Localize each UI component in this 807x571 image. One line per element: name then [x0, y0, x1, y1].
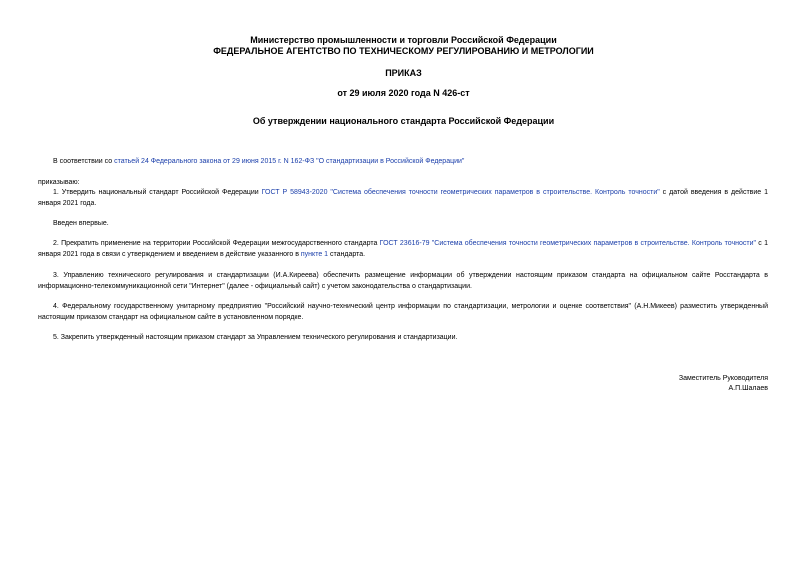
- ministry-title: Министерство промышленности и торговли Российской Федерации: [250, 35, 557, 45]
- doc-type: ПРИКАЗ: [385, 68, 422, 78]
- law-link[interactable]: статьей 24 Федерального закона от 29 июня 2015 г. N 162-ФЗ "О стандартизации в Российской Федерации": [114, 158, 465, 165]
- intro-text: В соответствии со: [53, 158, 115, 165]
- p2-text: 2. Прекратить применение на территории Российской Федерации межгосударственного стандарта: [53, 240, 380, 247]
- paragraph-1: [38, 187, 768, 209]
- intro-paragraph: [38, 156, 768, 167]
- p1-text-end: с датой введения в действие 1 января 2021 года.: [38, 189, 769, 207]
- doc-date: от 29 июля 2020 года N 426-ст: [337, 88, 470, 98]
- doc-subject: Об утверждении национального стандарта Российской Федерации: [252, 116, 555, 126]
- agency-title: ФЕДЕРАЛЬНОЕ АГЕНТСТВО ПО ТЕХНИЧЕСКОМУ РЕГУЛИРОВАНИЮ И МЕТРОЛОГИИ: [213, 46, 594, 56]
- paragraph-5: 5. Закрепить утвержденный настоящим приказом стандарт за Управлением технического регулирования и стандартизации.: [53, 334, 458, 341]
- signature-name: А.П.Шалаев: [728, 385, 768, 392]
- gost-58943-link[interactable]: ГОСТ Р 58943-2020 "Система обеспечения точности геометрических параметров в строительстве. Контроль точности": [261, 189, 660, 196]
- order-word: приказываю:: [38, 179, 80, 186]
- signature-position: Заместитель Руководителя: [678, 375, 768, 382]
- p1-text: 1. Утвердить национальный стандарт Российской Федерации: [53, 189, 262, 196]
- paragraph-3: 3. Управлению технического регулирования и стандартизации (И.А.Киреева) обеспечить размещение информации об утверждении настоящим приказом стандарта на официальном сайте Росстандарта в информационно-телекоммуникационной сети "Интернет" (далее - официальный сайт) с учетом законодательства о стандартизации.: [38, 272, 768, 290]
- paragraph-2: [38, 238, 768, 260]
- p2-text-mid: с 1 января 2021 года в связи с утверждением и введением в действие указанного в: [38, 240, 768, 258]
- p2-text-end: стандарта.: [328, 251, 366, 258]
- introduced-note: Введен впервые.: [53, 220, 109, 227]
- point-1-link[interactable]: пункте 1: [300, 251, 329, 258]
- gost-23616-link[interactable]: ГОСТ 23616-79 "Система обеспечения точности геометрических параметров в строительстве. Контроль точности": [379, 240, 756, 247]
- paragraph-4: 4. Федеральному государственному унитарному предприятию "Российский научно-технический центр информации по стандартизации, метрологии и оценке соответствия" (А.Н.Микеев) разместить утвержденный настоящим приказом стандарт на официальном сайте в установленном порядке.: [38, 303, 768, 321]
